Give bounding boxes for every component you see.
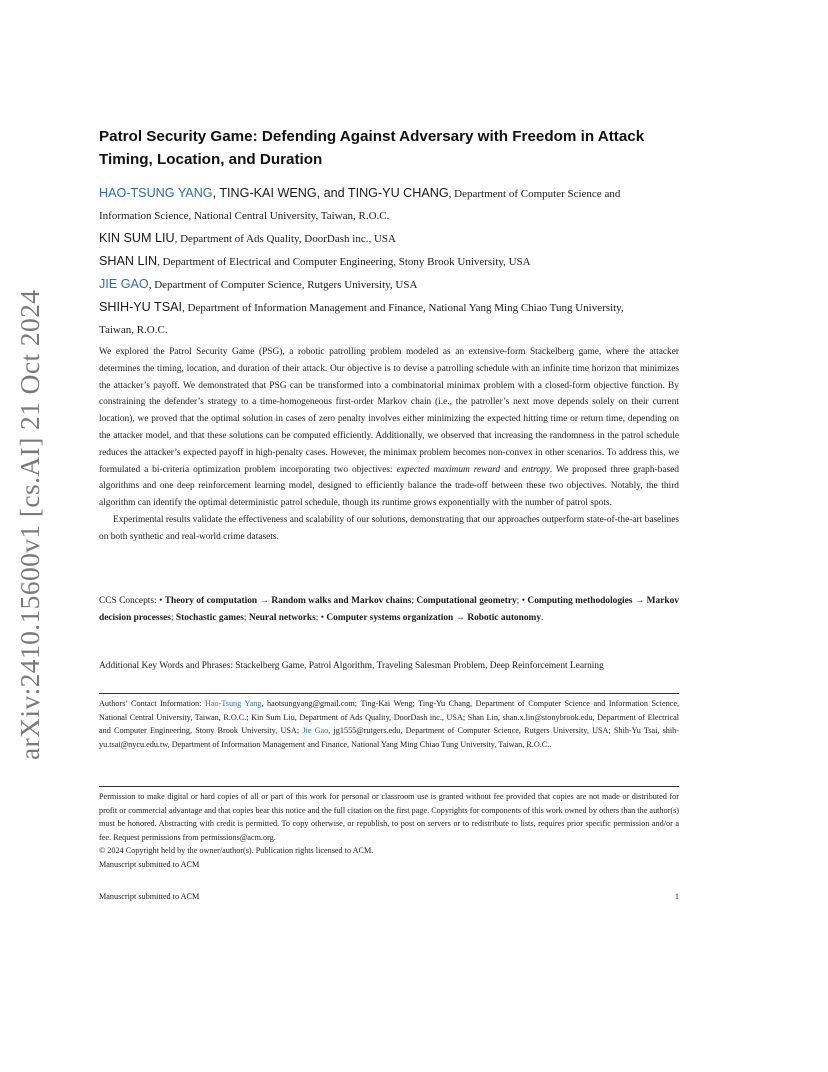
- ccs-separator: ;: [516, 596, 522, 606]
- abstract-paragraph: Experimental results validate the effectiveness and scalability of our solutions, demonstrating that our approaches outperform state-of-the-art baselines on both synthetic and real-world crime datasets.: [99, 514, 679, 542]
- abstract-paragraph: [99, 344, 679, 512]
- author-affiliation: , Department of Electrical and Computer Engineering, Stony Brook University, USA: [157, 256, 531, 268]
- page-number: 1: [674, 892, 679, 901]
- author-line: [99, 250, 684, 273]
- author-line: [99, 273, 684, 296]
- ccs-concept: Computer systems organization → Robotic autonomy: [326, 612, 542, 623]
- author-affiliation: , Department of Computer Science and: [448, 188, 621, 200]
- author-name: KIN SUM LIU: [99, 231, 175, 245]
- submission-line: Manuscript submitted to ACM: [99, 859, 200, 869]
- abstract: [99, 344, 679, 546]
- ccs-concept: Stochastic games: [175, 612, 244, 623]
- contact-text: , haotsungyang@gmail.com; Ting-Kai Weng; Ting-Yu Chang, Department of Computer Science and Information Science, National Central University, Taiwan, R.O.C.; Kin Sum Liu, Department of Ads Quality, DoorDash inc., USA; Shan Lin, shan.x.lin@stonybrook.edu, Department of Electrical and Computer Engineering, Stony Brook University, USA;: [99, 699, 680, 736]
- author-link-hao-tsung-yang[interactable]: HAO-TSUNG YANG: [99, 186, 213, 200]
- abstract-text: . We proposed three graph-based algorithms and one deep reinforcement learning model, designed to efficiently balance the trade-off between these two objectives. Notably, the third algorithm can identify the optimal deterministic patrol schedule, though its runtime grows exponentially with the number of patrol spots.: [99, 464, 679, 509]
- author-link-jie-gao[interactable]: JIE GAO: [99, 277, 149, 291]
- contact-text: , jg1555@rutgers.edu, Department of Computer Science, Rutgers University, USA; Shih-Yu Tsai, shih-yu.tsai@nycu.edu.tw, Department of Information Management and Finance, National Yang Ming Chiao Tung University, Taiwan, R.O.C..: [99, 726, 679, 749]
- author-name: SHAN LIN: [99, 254, 158, 268]
- ccs-concept: Theory of computation → Random walks and Markov chains: [164, 596, 412, 606]
- footer-left-text: Manuscript submitted to ACM: [99, 892, 200, 901]
- author-line: [99, 319, 684, 341]
- ccs-concept: Neural networks: [248, 612, 316, 623]
- additional-keywords: Additional Key Words and Phrases: Stackelberg Game, Patrol Algorithm, Traveling Salesman Problem, Deep Reinforcement Learning: [99, 661, 604, 671]
- author-contact-info: [99, 697, 679, 751]
- ccs-label: CCS Concepts:: [99, 596, 160, 606]
- abstract-text: We explored the Patrol Security Game (PSG), a robotic patrolling problem modeled as an extensive-form Stackelberg game, where the attacker determines the timing, location, and duration of their attack. Our objective is to devise a patrolling schedule with an infinite time horizon that minimizes the attacker’s payoff. We demonstrated that PSG can be transformed into a combinatorial minimax problem with a closed-form objective function. By constraining the defender’s strategy to a time-homogeneous first-order Markov chain (i.e., the patroller’s next move depends solely on their current location), we proved that the optimal solution in cases of zero penalty involves either minimizing the expected hitting time or return time, depending on the attacker model, and that these solutions can be computed efficiently. Additionally, we observed that increasing the randomness in the patrol schedule reduces the attacker’s expected payoff in high-penalty cases. However, the minimax problem becomes non-convex in other scenarios. To address this, we formulated a bi-criteria optimization problem incorporating two objectives:: [99, 347, 679, 475]
- ccs-bullet: •: [159, 596, 165, 606]
- contact-link-jie-gao[interactable]: Jie Gao: [302, 726, 329, 736]
- ccs-concepts: [99, 593, 679, 627]
- abstract-emphasis: entropy: [521, 464, 550, 475]
- ccs-separator: ;: [411, 596, 417, 606]
- author-affiliation: Taiwan, R.O.C.: [99, 324, 168, 336]
- ccs-bullet: •: [320, 612, 327, 623]
- author-line: [99, 227, 684, 250]
- ccs-concept: Computing methodologies → Markov decision processes: [99, 596, 679, 623]
- author-line: [99, 182, 684, 205]
- page-footer: [99, 891, 679, 903]
- copyright-line: © 2024 Copyright held by the owner/author(s). Publication rights licensed to ACM.: [99, 846, 374, 856]
- abstract-text: and: [500, 464, 522, 475]
- divider: [99, 786, 679, 787]
- ccs-bullet: •: [521, 596, 528, 606]
- contact-text: Authors’ Contact Information:: [99, 699, 205, 708]
- author-line: [99, 296, 684, 319]
- author-list: [99, 182, 684, 341]
- ccs-concept: Computational geometry: [416, 596, 517, 606]
- author-affiliation: , Department of Information Management and Finance, National Yang Ming Chiao Tung University,: [182, 302, 624, 314]
- author-names: , TING-KAI WENG, and TING-YU CHANG: [212, 186, 449, 200]
- paper-title: Patrol Security Game: Defending Against Adversary with Freedom in Attack Timing, Location, and Duration: [99, 128, 645, 168]
- abstract-emphasis: expected maximum reward: [396, 464, 501, 475]
- author-name: SHIH-YU TSAI: [99, 300, 183, 314]
- ccs-separator: ;: [170, 612, 176, 623]
- ccs-separator: ;: [243, 612, 249, 623]
- ccs-end: .: [541, 612, 544, 623]
- author-affiliation: , Department of Computer Science, Rutgers University, USA: [148, 279, 418, 291]
- ccs-separator: ;: [315, 612, 321, 623]
- permission-notice: [99, 790, 679, 872]
- contact-link-hao-tsung-yang[interactable]: Hao-Tsung Yang: [204, 699, 262, 708]
- permission-paragraph: Permission to make digital or hard copies of all or part of this work for personal or classroom use is granted without fee provided that copies are not made or distributed for profit or commercial advantage and that copies bear this notice and the full citation on the first page. Copyrights for components of this work owned by others than the author(s) must be honored. Abstracting with credit is permitted. To copy otherwise, or republish, to post on servers or to redistribute to lists, requires prior specific permission and/or a fee. Request permissions from permissions@acm.org.: [99, 792, 679, 842]
- arxiv-identifier-stamp[interactable]: arXiv:2410.15600v1 [cs.AI] 21 Oct 2024: [14, 289, 45, 760]
- divider: [99, 693, 679, 694]
- author-line: [99, 205, 684, 227]
- author-affiliation: , Department of Ads Quality, DoorDash inc., USA: [174, 233, 396, 245]
- author-affiliation: Information Science, National Central University, Taiwan, R.O.C.: [99, 210, 390, 222]
